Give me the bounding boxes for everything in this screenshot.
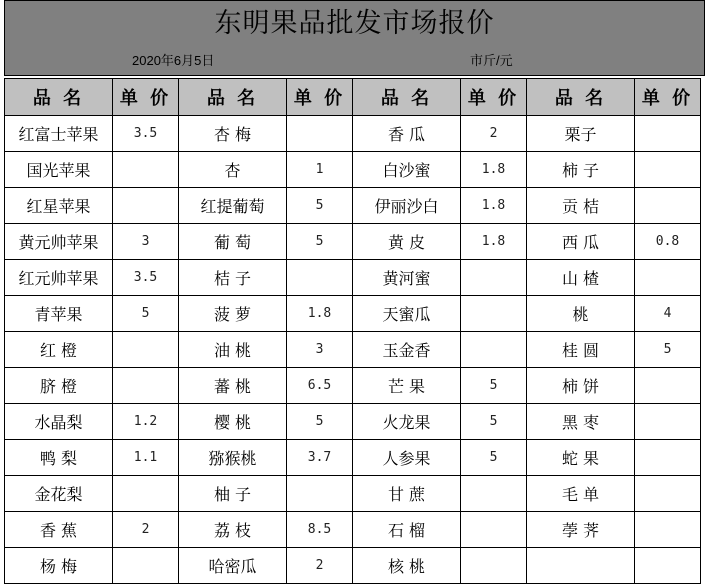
fruit-name-cell: 红富士苹果 xyxy=(5,116,113,152)
fruit-name-cell: 石 榴 xyxy=(353,512,461,548)
fruit-name-cell: 脐 橙 xyxy=(5,368,113,404)
fruit-name-cell: 核 桃 xyxy=(353,548,461,584)
header-price-col-3: 单 价 xyxy=(461,79,527,116)
page-title: 东明果品批发市场报价 xyxy=(214,8,495,39)
fruit-name-cell: 黄河蜜 xyxy=(353,260,461,296)
header-price-col-4: 单 价 xyxy=(635,79,701,116)
fruit-name-cell: 红元帅苹果 xyxy=(5,260,113,296)
price-cell xyxy=(635,440,701,476)
table-row xyxy=(5,332,701,368)
price-cell: 1.8 xyxy=(461,224,527,260)
fruit-name-cell: 黄元帅苹果 xyxy=(5,224,113,260)
price-cell xyxy=(113,152,179,188)
price-cell: 2 xyxy=(287,548,353,584)
fruit-name-cell: 桂 圆 xyxy=(527,332,635,368)
price-cell xyxy=(287,116,353,152)
price-cell xyxy=(635,512,701,548)
table-row xyxy=(5,404,701,440)
table-row xyxy=(5,152,701,188)
price-cell xyxy=(113,476,179,512)
fruit-name-cell: 红 橙 xyxy=(5,332,113,368)
table-row xyxy=(5,548,701,584)
price-cell: 3.5 xyxy=(113,260,179,296)
price-cell xyxy=(635,476,701,512)
fruit-name-cell: 青苹果 xyxy=(5,296,113,332)
fruit-name-cell: 荔 枝 xyxy=(179,512,287,548)
price-cell: 0.8 xyxy=(635,224,701,260)
price-cell: 5 xyxy=(635,332,701,368)
fruit-name-cell xyxy=(527,548,635,584)
fruit-name-cell: 国光苹果 xyxy=(5,152,113,188)
header-name-col-1: 品 名 xyxy=(5,79,113,116)
price-cell: 3 xyxy=(287,332,353,368)
fruit-name-cell: 香 蕉 xyxy=(5,512,113,548)
fruit-name-cell: 猕猴桃 xyxy=(179,440,287,476)
price-cell: 5 xyxy=(461,368,527,404)
price-cell: 8.5 xyxy=(287,512,353,548)
fruit-name-cell: 红提葡萄 xyxy=(179,188,287,224)
fruit-name-cell: 鸭 梨 xyxy=(5,440,113,476)
price-cell xyxy=(461,332,527,368)
price-cell: 5 xyxy=(113,296,179,332)
fruit-name-cell: 柿 饼 xyxy=(527,368,635,404)
fruit-name-cell: 伊丽沙白 xyxy=(353,188,461,224)
price-cell: 2 xyxy=(461,116,527,152)
price-cell: 1 xyxy=(287,152,353,188)
header-name-col-4: 品 名 xyxy=(527,79,635,116)
price-cell xyxy=(635,116,701,152)
price-cell: 3.7 xyxy=(287,440,353,476)
header-name-col-3: 品 名 xyxy=(353,79,461,116)
table-row xyxy=(5,440,701,476)
price-cell xyxy=(113,332,179,368)
price-cell: 5 xyxy=(287,224,353,260)
price-cell xyxy=(461,260,527,296)
table-row xyxy=(5,296,701,332)
fruit-name-cell: 红星苹果 xyxy=(5,188,113,224)
table-body xyxy=(5,116,701,584)
price-cell: 5 xyxy=(461,440,527,476)
price-cell: 3 xyxy=(113,224,179,260)
price-cell: 6.5 xyxy=(287,368,353,404)
fruit-name-cell: 杏 xyxy=(179,152,287,188)
header-price-col-1: 单 价 xyxy=(113,79,179,116)
fruit-name-cell: 芒 果 xyxy=(353,368,461,404)
fruit-name-cell: 油 桃 xyxy=(179,332,287,368)
fruit-name-cell: 西 瓜 xyxy=(527,224,635,260)
fruit-name-cell: 蕃 桃 xyxy=(179,368,287,404)
fruit-name-cell: 桔 子 xyxy=(179,260,287,296)
fruit-name-cell: 柿 子 xyxy=(527,152,635,188)
price-cell: 3.5 xyxy=(113,116,179,152)
price-table xyxy=(4,78,701,584)
date-label: 2020年6月5日 xyxy=(132,53,215,68)
price-cell xyxy=(113,548,179,584)
fruit-name-cell: 香 瓜 xyxy=(353,116,461,152)
fruit-name-cell: 桃 xyxy=(527,296,635,332)
price-cell: 5 xyxy=(287,188,353,224)
table-row xyxy=(5,224,701,260)
price-cell xyxy=(635,260,701,296)
fruit-name-cell: 葡 萄 xyxy=(179,224,287,260)
fruit-name-cell: 白沙蜜 xyxy=(353,152,461,188)
table-row xyxy=(5,260,701,296)
fruit-name-cell: 甘 蔗 xyxy=(353,476,461,512)
fruit-name-cell: 栗子 xyxy=(527,116,635,152)
table-row xyxy=(5,476,701,512)
fruit-name-cell: 人参果 xyxy=(353,440,461,476)
fruit-name-cell: 杨 梅 xyxy=(5,548,113,584)
fruit-name-cell: 柚 子 xyxy=(179,476,287,512)
header-name-col-2: 品 名 xyxy=(179,79,287,116)
fruit-name-cell: 火龙果 xyxy=(353,404,461,440)
fruit-name-cell: 黄 皮 xyxy=(353,224,461,260)
fruit-name-cell: 荸 荠 xyxy=(527,512,635,548)
table-row xyxy=(5,512,701,548)
price-cell: 5 xyxy=(461,404,527,440)
price-cell: 2 xyxy=(113,512,179,548)
unit-label: 市斤/元 xyxy=(470,53,513,68)
price-cell: 1.8 xyxy=(461,188,527,224)
price-cell: 5 xyxy=(287,404,353,440)
table-row xyxy=(5,116,701,152)
price-cell: 1.2 xyxy=(113,404,179,440)
price-cell xyxy=(635,404,701,440)
price-cell: 1.8 xyxy=(287,296,353,332)
price-cell xyxy=(461,512,527,548)
price-cell xyxy=(113,188,179,224)
header-price-col-2: 单 价 xyxy=(287,79,353,116)
fruit-name-cell: 天蜜瓜 xyxy=(353,296,461,332)
price-cell xyxy=(635,368,701,404)
price-cell xyxy=(461,476,527,512)
price-cell xyxy=(635,548,701,584)
fruit-name-cell: 山 楂 xyxy=(527,260,635,296)
fruit-name-cell: 杏 梅 xyxy=(179,116,287,152)
price-cell xyxy=(461,548,527,584)
fruit-name-cell: 樱 桃 xyxy=(179,404,287,440)
table-row xyxy=(5,188,701,224)
fruit-name-cell: 玉金香 xyxy=(353,332,461,368)
fruit-name-cell: 菠 萝 xyxy=(179,296,287,332)
price-cell xyxy=(287,260,353,296)
price-cell xyxy=(635,188,701,224)
table-row xyxy=(5,368,701,404)
fruit-name-cell: 蛇 果 xyxy=(527,440,635,476)
fruit-name-cell: 毛 单 xyxy=(527,476,635,512)
fruit-name-cell: 黑 枣 xyxy=(527,404,635,440)
price-cell xyxy=(635,152,701,188)
fruit-name-cell: 贡 桔 xyxy=(527,188,635,224)
price-cell: 4 xyxy=(635,296,701,332)
price-cell: 1.8 xyxy=(461,152,527,188)
price-cell xyxy=(287,476,353,512)
price-cell xyxy=(113,368,179,404)
price-sheet xyxy=(4,0,705,581)
fruit-name-cell: 哈密瓜 xyxy=(179,548,287,584)
price-cell: 1.1 xyxy=(113,440,179,476)
price-cell xyxy=(461,296,527,332)
header-row xyxy=(5,79,701,116)
fruit-name-cell: 水晶梨 xyxy=(5,404,113,440)
fruit-name-cell: 金花梨 xyxy=(5,476,113,512)
